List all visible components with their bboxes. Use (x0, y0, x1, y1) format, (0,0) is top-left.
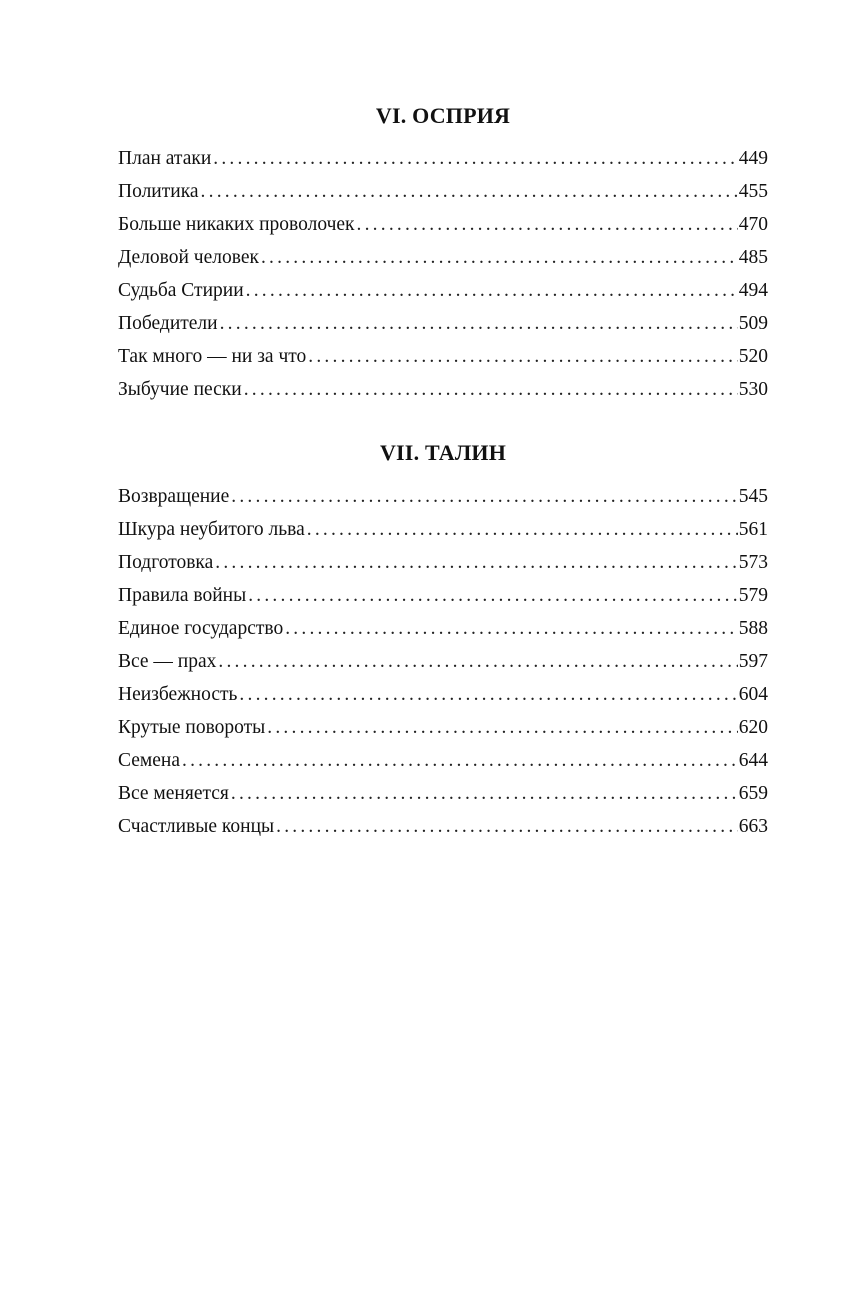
toc-entry-list (118, 480, 768, 843)
dot-leader (246, 274, 738, 307)
toc-entry-page-number: 663 (738, 816, 768, 837)
toc-entry-page-number: 455 (738, 181, 768, 202)
toc-entry-page-number: 530 (738, 379, 768, 400)
toc-entry-title: Подготовка (118, 552, 214, 573)
toc-entry-page-number: 604 (738, 684, 768, 705)
toc-entry (118, 480, 768, 513)
toc-section-vi (118, 103, 768, 406)
toc-entry-page-number: 620 (738, 717, 768, 738)
dot-leader (267, 711, 737, 744)
dot-leader (308, 340, 737, 373)
dot-leader (215, 546, 737, 579)
toc-entry-title: Зыбучие пески (118, 379, 242, 400)
toc-entry-title: Крутые повороты (118, 717, 266, 738)
toc-entry (118, 142, 768, 175)
dot-leader (231, 480, 737, 513)
toc-entry (118, 513, 768, 546)
toc-entry (118, 744, 768, 777)
dot-leader (220, 307, 738, 340)
toc-entry-page-number: 494 (738, 280, 768, 301)
dot-leader (213, 142, 737, 175)
toc-entry (118, 208, 768, 241)
dot-leader (357, 208, 738, 241)
toc-entry-title: Правила войны (118, 585, 247, 606)
toc-entry-title: Деловой человек (118, 247, 259, 268)
toc-entry-title: Так много — ни за что (118, 346, 307, 367)
toc-entry (118, 175, 768, 208)
toc-entry-page-number: 520 (738, 346, 768, 367)
toc-entry-title: Семена (118, 750, 180, 771)
toc-entry-page-number: 545 (738, 486, 768, 507)
toc-entry-title: Политика (118, 181, 199, 202)
dot-leader (261, 241, 738, 274)
toc-entry-page-number: 485 (738, 247, 768, 268)
toc-entry-page-number: 579 (738, 585, 768, 606)
toc-entry-title: Судьба Стирии (118, 280, 244, 301)
toc-entry (118, 678, 768, 711)
toc-entry-title: Победители (118, 313, 218, 334)
toc-entry (118, 711, 768, 744)
toc-entry-title: Все — прах (118, 651, 217, 672)
dot-leader (276, 810, 738, 843)
part-heading: VI. ОСПРИЯ (375, 103, 511, 128)
toc-entry (118, 340, 768, 373)
dot-leader (201, 175, 738, 208)
toc-entry (118, 373, 768, 406)
dot-leader (285, 612, 738, 645)
dot-leader (218, 645, 737, 678)
dot-leader (244, 373, 738, 406)
toc-entry-title: Все меняется (118, 783, 229, 804)
toc-section-vii (118, 440, 768, 843)
toc-entry-page-number: 644 (738, 750, 768, 771)
toc-entry-page-number: 509 (738, 313, 768, 334)
dot-leader (182, 744, 738, 777)
toc-entry-title: Счастливые концы (118, 816, 275, 837)
toc-entry-page-number: 597 (738, 651, 768, 672)
toc-entry-page-number: 573 (738, 552, 768, 573)
toc-entry (118, 777, 768, 810)
toc-entry (118, 546, 768, 579)
dot-leader (239, 678, 737, 711)
toc-entry-title: Единое государство (118, 618, 284, 639)
toc-entry-list (118, 142, 768, 406)
toc-entry-title: Неизбежность (118, 684, 238, 705)
toc-entry-title: Больше никаких проволочек (118, 214, 355, 235)
toc-entry-page-number: 588 (738, 618, 768, 639)
toc-entry-title: Возвращение (118, 486, 230, 507)
toc-entry-page-number: 449 (738, 148, 768, 169)
dot-leader (231, 777, 738, 810)
toc-entry (118, 241, 768, 274)
toc-entry (118, 612, 768, 645)
part-heading: VII. ТАЛИН (379, 440, 507, 465)
dot-leader (248, 579, 738, 612)
toc-entry-title: Шкура неубитого льва (118, 519, 305, 540)
toc-entry-page-number: 561 (738, 519, 768, 540)
toc-entry (118, 810, 768, 843)
toc-entry (118, 274, 768, 307)
toc-entry (118, 645, 768, 678)
toc-entry (118, 579, 768, 612)
toc-entry-page-number: 470 (738, 214, 768, 235)
dot-leader (307, 513, 738, 546)
toc-entry (118, 307, 768, 340)
toc-entry-title: План атаки (118, 148, 212, 169)
toc-entry-page-number: 659 (738, 783, 768, 804)
